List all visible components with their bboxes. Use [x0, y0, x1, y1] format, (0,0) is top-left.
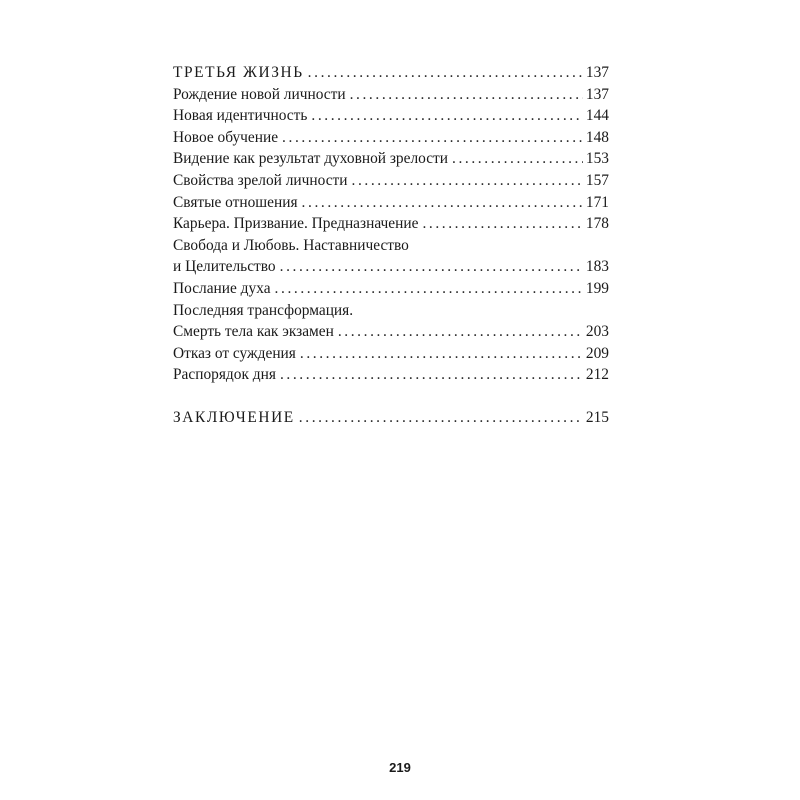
toc-entry — [173, 343, 609, 365]
toc-entry-title-line2: и Целительство — [173, 258, 276, 276]
toc-entry-title: ЗАКЛЮЧЕНИЕ — [173, 408, 295, 426]
toc-entry-page: 148 — [585, 128, 609, 146]
toc-entry-title: Новая идентичность — [173, 107, 308, 125]
toc-entry-title: Свойства зрелой личности — [173, 171, 348, 189]
toc-entry-page: 209 — [585, 344, 609, 362]
toc-entry-page: 153 — [585, 150, 609, 168]
toc-entry-page: 157 — [585, 171, 609, 189]
toc-leader-dots — [302, 192, 583, 214]
toc-leader-dots — [275, 278, 583, 300]
toc-entry-page: 212 — [585, 366, 609, 384]
toc-entry-page: 199 — [585, 279, 609, 297]
toc-entry-page: 203 — [585, 323, 609, 341]
toc-entry-title: Новое обучение — [173, 128, 279, 146]
toc-entry — [173, 213, 609, 235]
toc-entry-page: 178 — [585, 215, 609, 233]
toc-entry-page: 183 — [585, 258, 609, 276]
toc-leader-dots — [352, 170, 583, 192]
toc-entry-page: 137 — [585, 64, 609, 81]
toc-entry-title: Карьера. Призвание. Предназначение — [173, 215, 419, 233]
toc-entry-title-line2: Смерть тела как экзамен — [173, 323, 334, 341]
toc-leader-dots — [280, 256, 583, 278]
toc-entry-page: 144 — [585, 107, 609, 125]
toc-entry-title: Отказ от суждения — [173, 344, 296, 362]
section-spacer — [173, 386, 609, 407]
toc-entry-title: Видение как результат духовной зрелости — [173, 150, 449, 168]
page-number: 219 — [389, 760, 411, 775]
toc-leader-dots — [300, 343, 583, 365]
toc-entry-title-line1: Последняя трансформация. — [173, 301, 354, 319]
toc-entry-page: 137 — [585, 85, 609, 103]
toc-entry-title: Послание духа — [173, 279, 271, 297]
toc-leader-dots — [350, 84, 583, 106]
toc-entry — [173, 170, 609, 192]
toc-entry-title: Святые отношения — [173, 193, 298, 211]
toc-entry — [173, 127, 609, 149]
toc-leader-dots — [338, 321, 583, 343]
toc-leader-dots — [422, 213, 582, 235]
toc-entry — [173, 105, 609, 127]
toc-section-third-life — [173, 62, 609, 84]
toc-section-conclusion — [173, 407, 609, 429]
toc-entry — [173, 84, 609, 106]
toc-entry-title: Рождение новой личности — [173, 85, 346, 103]
toc-entry-page: 215 — [585, 408, 609, 426]
toc-entry-title: ТРЕТЬЯ ЖИЗНЬ — [173, 64, 304, 81]
toc-leader-dots — [282, 127, 583, 149]
toc-entry-page: 171 — [585, 193, 609, 211]
table-of-contents — [173, 62, 609, 429]
toc-entry — [173, 148, 609, 170]
toc-leader-dots — [311, 105, 583, 127]
toc-entry-multiline — [173, 321, 609, 343]
toc-leader-dots — [299, 407, 583, 429]
toc-entry — [173, 364, 609, 386]
toc-leader-dots — [452, 148, 583, 170]
toc-leader-dots — [308, 62, 583, 84]
toc-entry-title: Распорядок дня — [173, 366, 276, 384]
toc-entry — [173, 278, 609, 300]
toc-entry — [173, 192, 609, 214]
toc-entry-multiline — [173, 256, 609, 278]
toc-entry-title-line1: Свобода и Любовь. Наставничество — [173, 236, 409, 254]
toc-leader-dots — [280, 364, 583, 386]
